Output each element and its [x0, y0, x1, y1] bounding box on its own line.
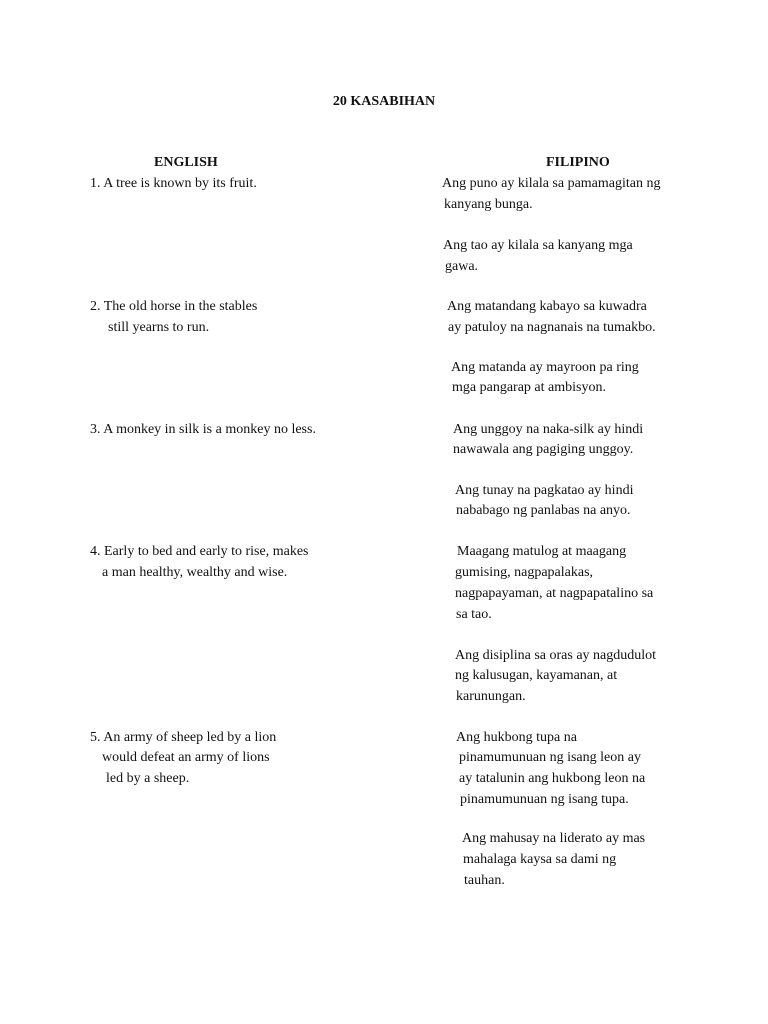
english-proverb-4-line-1: 4. Early to bed and early to rise, makes — [90, 544, 309, 559]
english-proverb-5-line-2: would defeat an army of lions — [102, 750, 270, 765]
filipino-translation-1-line-1: Ang puno ay kilala sa pamamagitan ng — [442, 176, 661, 191]
filipino-meaning-1-line-2: gawa. — [445, 259, 479, 274]
filipino-meaning-2-line-2: mga pangarap at ambisyon. — [452, 380, 606, 395]
filipino-translation-4-line-4: sa tao. — [456, 607, 492, 622]
english-proverb-1-line-1: 1. A tree is known by its fruit. — [90, 176, 257, 191]
filipino-meaning-5-line-3: tauhan. — [464, 873, 505, 888]
filipino-translation-5-line-2: pinamumunuan ng isang leon ay — [459, 750, 641, 765]
filipino-translation-5-line-4: pinamumunuan ng isang tupa. — [460, 792, 629, 807]
english-column-header: ENGLISH — [154, 155, 218, 170]
filipino-meaning-1-line-1: Ang tao ay kilala sa kanyang mga — [443, 238, 633, 253]
filipino-translation-3-line-1: Ang unggoy na naka-silk ay hindi — [453, 422, 644, 437]
filipino-meaning-5-line-1: Ang mahusay na liderato ay mas — [462, 831, 646, 846]
filipino-translation-4-line-3: nagpapayaman, at nagpapatalino sa — [455, 586, 654, 601]
english-proverb-2-line-2: still yearns to run. — [108, 320, 210, 335]
english-proverb-5-line-1: 5. An army of sheep led by a lion — [90, 730, 277, 745]
filipino-translation-5-line-3: ay tatalunin ang hukbong leon na — [459, 771, 646, 786]
filipino-translation-2-line-1: Ang matandang kabayo sa kuwadra — [447, 299, 647, 314]
english-proverb-5-line-3: led by a sheep. — [106, 771, 190, 786]
english-proverb-3-line-1: 3. A monkey in silk is a monkey no less. — [90, 422, 316, 437]
filipino-meaning-3-line-2: nababago ng panlabas na anyo. — [456, 503, 631, 518]
english-proverb-4-line-2: a man healthy, wealthy and wise. — [102, 565, 288, 580]
filipino-translation-4-line-2: gumising, nagpapalakas, — [455, 565, 594, 580]
filipino-meaning-4-line-3: karunungan. — [456, 689, 526, 704]
filipino-translation-2-line-2: ay patuloy na nagnanais na tumakbo. — [448, 320, 656, 335]
filipino-meaning-4-line-1: Ang disiplina sa oras ay nagdudulot — [455, 648, 657, 663]
filipino-translation-5-line-1: Ang hukbong tupa na — [456, 730, 577, 745]
filipino-translation-1-line-2: kanyang bunga. — [444, 197, 533, 212]
filipino-column-header: FILIPINO — [546, 155, 610, 170]
filipino-meaning-5-line-2: mahalaga kaysa sa dami ng — [463, 852, 617, 867]
filipino-meaning-3-line-1: Ang tunay na pagkatao ay hindi — [455, 483, 634, 498]
page-title: 20 KASABIHAN — [332, 94, 436, 109]
filipino-translation-4-line-1: Maagang matulog at maagang — [457, 544, 627, 559]
english-proverb-2-line-1: 2. The old horse in the stables — [90, 299, 258, 314]
filipino-translation-3-line-2: nawawala ang pagiging unggoy. — [453, 442, 634, 457]
filipino-meaning-4-line-2: ng kalusugan, kayamanan, at — [455, 668, 618, 683]
filipino-meaning-2-line-1: Ang matanda ay mayroon pa ring — [451, 360, 639, 375]
